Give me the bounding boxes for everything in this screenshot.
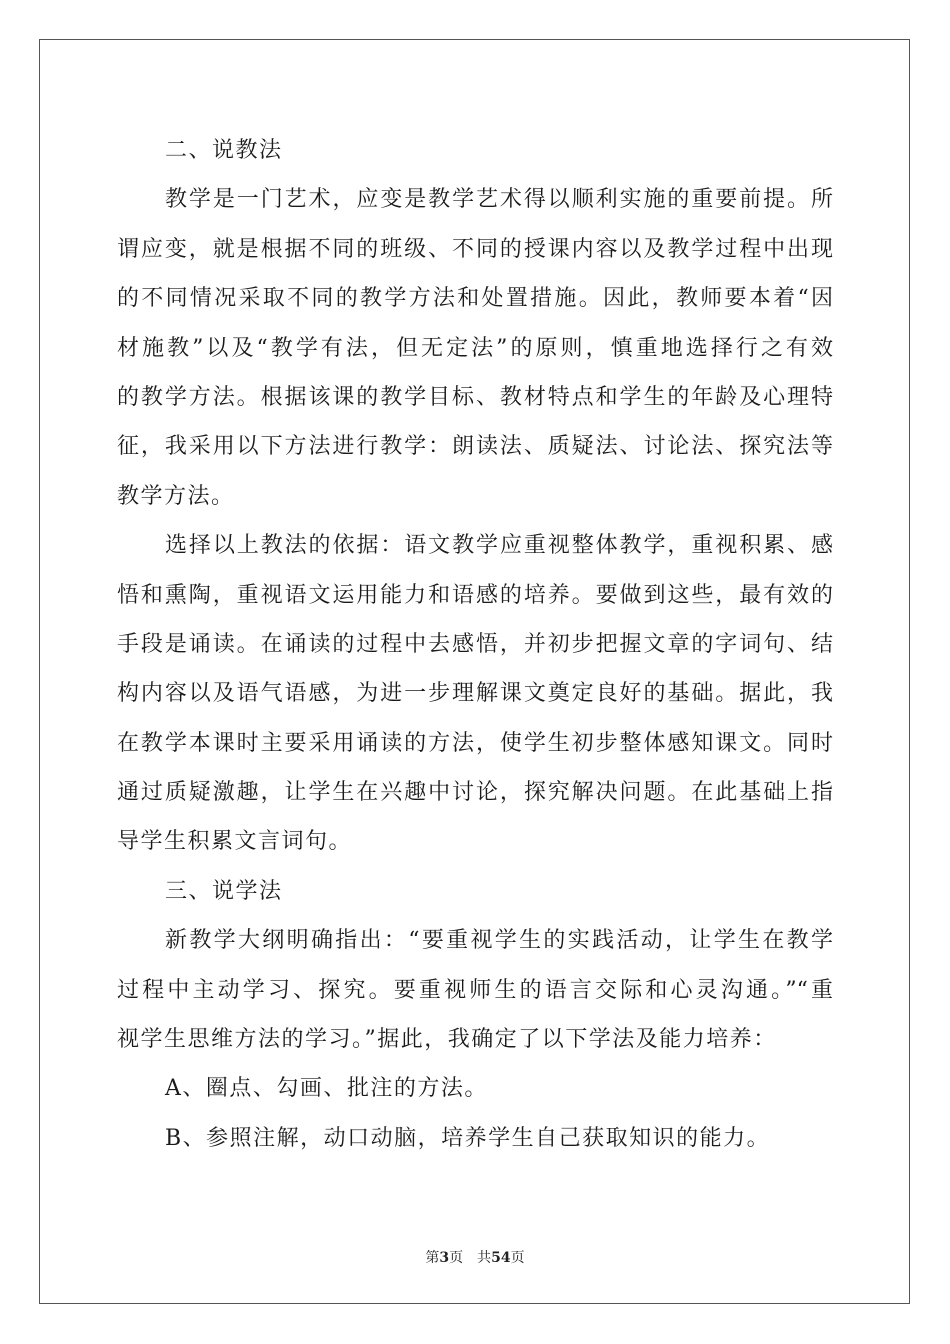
section-heading: 三、说学法 bbox=[165, 878, 283, 904]
page-number: 3 bbox=[439, 1250, 450, 1266]
paragraph-line: 新教学大纲明确指出：“要重视学生的实践活动，让学生在教学 bbox=[165, 928, 833, 954]
total-label-prefix: 共 bbox=[477, 1250, 492, 1266]
paragraph-line: 教学方法。 bbox=[117, 483, 235, 509]
paragraph-line: 视学生思维方法的学习。”据此，我确定了以下学法及能力培养： bbox=[117, 1027, 777, 1053]
section-heading: 二、说教法 bbox=[165, 138, 283, 163]
paragraph-line: 通过质疑激趣，让学生在兴趣中讨论，探究解决问题。在此基础上指 bbox=[117, 780, 833, 806]
paragraph-line: 构内容以及语气语感，为进一步理解课文奠定良好的基础。据此，我 bbox=[117, 681, 833, 707]
paragraph-line: 导学生积累文言词句。 bbox=[117, 829, 353, 855]
paragraph-line: 谓应变，就是根据不同的班级、不同的授课内容以及教学过程中出现 bbox=[117, 236, 833, 262]
total-pages: 54 bbox=[491, 1250, 511, 1266]
paragraph-line: 在教学本课时主要采用诵读的方法，使学生初步整体感知课文。同时 bbox=[117, 730, 833, 756]
paragraph-line: 教学是一门艺术，应变是教学艺术得以顺利实施的重要前提。所 bbox=[165, 187, 833, 213]
list-item: B、参照注解，动口动脑，培养学生自己获取知识的能力。 bbox=[165, 1125, 771, 1151]
paragraph-line: 材施教”以及“教学有法，但无定法”的原则，慎重地选择行之有效 bbox=[117, 335, 833, 361]
list-item: A、圈点、勾画、批注的方法。 bbox=[165, 1076, 488, 1102]
document-body bbox=[117, 126, 833, 1163]
paragraph-line: 悟和熏陶，重视语文运用能力和语感的培养。要做到这些，最有效的 bbox=[117, 582, 833, 608]
paragraph-line: 的教学方法。根据该课的教学目标、教材特点和学生的年龄及心理特 bbox=[117, 384, 833, 410]
page-label-suffix: 页 bbox=[449, 1250, 464, 1266]
paragraph-line: 征，我采用以下方法进行教学：朗读法、质疑法、讨论法、探究法等 bbox=[117, 434, 833, 460]
total-label-suffix: 页 bbox=[510, 1250, 525, 1266]
paragraph-line: 选择以上教法的依据：语文教学应重视整体教学，重视积累、感 bbox=[165, 533, 833, 559]
page-footer bbox=[0, 1247, 950, 1267]
paragraph-line: 的不同情况采取不同的教学方法和处置措施。因此，教师要本着“因 bbox=[117, 286, 833, 312]
page-label-prefix: 第 bbox=[425, 1250, 440, 1266]
paragraph-line: 过程中主动学习、探究。要重视师生的语言交际和心灵沟通。”“重 bbox=[117, 977, 833, 1003]
paragraph-line: 手段是诵读。在诵读的过程中去感悟，并初步把握文章的字词句、结 bbox=[117, 631, 833, 657]
